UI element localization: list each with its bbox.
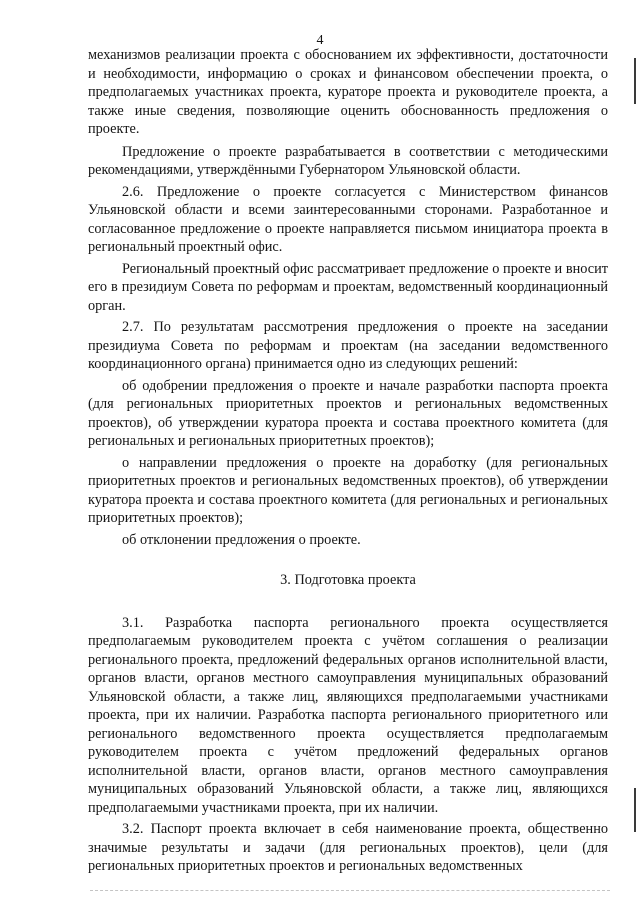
list-item-rejection: об отклонении предложения о проекте. — [122, 531, 361, 548]
document-body — [88, 46, 608, 876]
scan-bottom-edge — [90, 890, 610, 892]
paragraph-2-7: 2.7. По результатам рассмотрения предложения о проекте на заседании президиума Совета по реформам и проектам (на заседании ведомственного координационного органа) принимается одно из следующих решений: — [88, 319, 608, 372]
paragraph-3-2: 3.2. Паспорт проекта включает в себя наименование проекта, общественно значимые результаты и задачи (для региональных проектов), цели (для региональных приоритетных проектов и региональных ведомственных — [88, 821, 608, 874]
paragraph-proposal-methodology: Предложение о проекте разрабатывается в соответствии с методическими рекомендациями, утверждёнными Губернатором Ульяновской области. — [88, 143, 608, 178]
list-item-revision: о направлении предложения о проекте на доработку (для региональных приоритетных проектов и региональных ведомственных проектов), об утверждении куратора проекта и состава проектного комитета (для региональных и региональных приоритетных проектов); — [88, 454, 608, 526]
scan-margin-mark — [634, 58, 636, 104]
list-item-approval: об одобрении предложения о проекте и начале разработки паспорта проекта (для региональных приоритетных проектов и региональных ведомственных проектов), об утверждении куратора проекта и состава проектного комитета (для региональных и региональных приоритетных проектов); — [88, 377, 608, 449]
paragraph-3-1: 3.1. Разработка паспорта регионального проекта осуществляется предполагаемым руководителем проекта с учётом соглашения о реализации регионального проекта, предложений федеральных органов исполнительной власти, органов власти, органов местного самоуправления муниципальных образований Ульяновской области, а также лиц, являющихся предполагаемыми участниками проекта, при их наличии. Разработка паспорта регионального приоритетного или регионального ведомственного проекта осуществляется предполагаемым руководителем проекта с учётом предложений федеральных органов исполнительной власти, органов власти, органов местного самоуправления муниципальных образований Ульяновской области, а также лиц, являющихся предполагаемыми участниками проекта, при их наличии. — [88, 614, 608, 816]
paragraph-2-6: 2.6. Предложение о проекте согласуется с Министерством финансов Ульяновской области и всеми заинтересованными сторонами. Разработанное и согласованное предложение о проекте направляется письмом инициатора проекта в региональный проектный офис. — [88, 183, 608, 255]
scan-margin-mark — [634, 788, 636, 832]
paragraph-project-office: Региональный проектный офис рассматривает предложение о проекте и вносит его в президиум Совета по реформам и проектам, ведомственный координационный орган. — [88, 260, 608, 314]
page-number: 4 — [316, 33, 324, 48]
section-heading: 3. Подготовка проекта — [280, 572, 416, 588]
paragraph-continuation: механизмов реализации проекта с обоснованием их эффективности, достаточности и необходимости, информацию о сроках и финансовом обеспечении проекта, о предполагаемых участниках проекта, кураторе проекта и руководителе проекта, а также иные сведения, позволяющие оценить обоснованность предложения о проекте. — [88, 47, 608, 137]
